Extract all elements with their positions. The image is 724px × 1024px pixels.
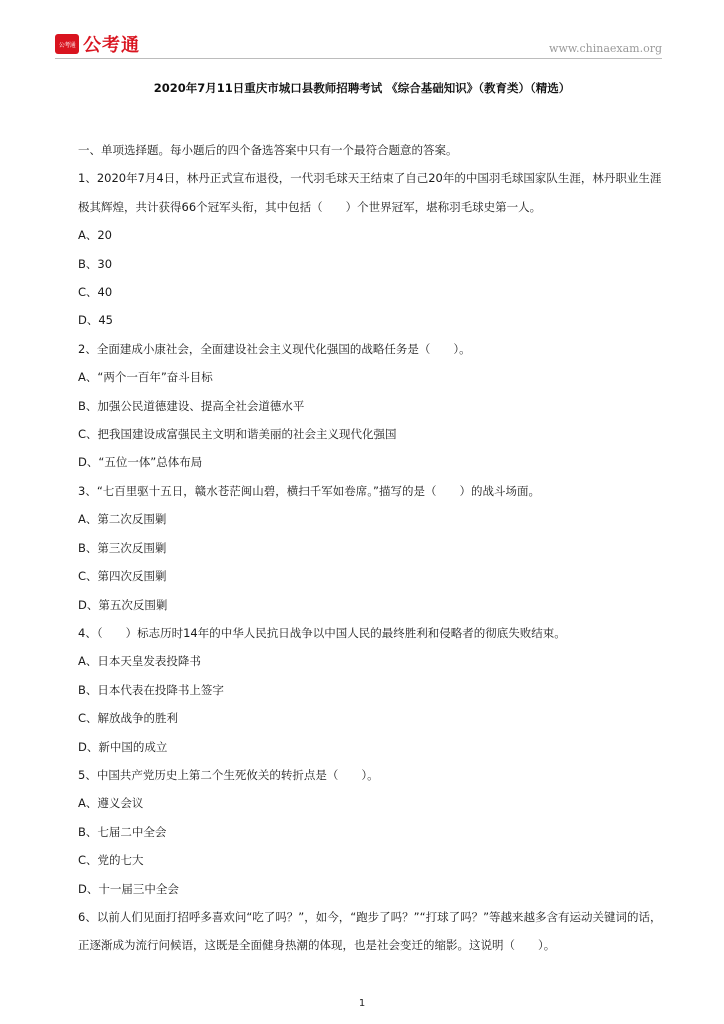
option: B、七届二中全会 — [78, 824, 167, 839]
document-body — [78, 136, 670, 960]
question-stem: 1、2020年7月4日，林丹正式宣布退役，一代羽毛球天王结束了自己20年的中国羽毛球国家队生涯，林丹职业生涯极其辉煌，共计获得66个冠军头衔，其中包括（ ）个世界冠军，堪称羽毛球史第一人。 — [78, 171, 662, 214]
section-heading: 一、单项选择题。每小题后的四个备选答案中只有一个最符合题意的答案。 — [78, 143, 458, 157]
option: D、“五位一体”总体布局 — [78, 455, 203, 470]
option: C、40 — [78, 285, 113, 300]
option: C、第四次反围剿 — [78, 569, 167, 584]
option: C、把我国建设成富强民主文明和谐美丽的社会主义现代化强国 — [78, 427, 397, 442]
option: B、日本代表在投降书上签字 — [78, 682, 224, 697]
page-number: 1 — [358, 998, 366, 1009]
option: D、第五次反围剿 — [78, 597, 168, 612]
option: D、45 — [78, 313, 113, 328]
option: B、第三次反围剿 — [78, 540, 167, 555]
option: C、党的七大 — [78, 853, 144, 868]
question-stem: 2、全面建成小康社会，全面建设社会主义现代化强国的战略任务是（ ）。 — [78, 341, 471, 356]
question-stem: 5、中国共产党历史上第二个生死攸关的转折点是（ ）。 — [78, 767, 379, 782]
option: C、解放战争的胜利 — [78, 711, 179, 726]
logo — [55, 33, 140, 55]
question-stem: 6、以前人们见面打招呼多喜欢问“吃了吗？”，如今，“跑步了吗？”“打球了吗？”等越来越多含有运动关键词的话，正逐渐成为流行问候语，这既是全面健身热潮的体现，也是社会变迁的缩影。这说明（ ）。 — [78, 909, 662, 953]
option: B、30 — [78, 256, 113, 271]
logo-text: 公考通 — [83, 35, 140, 56]
question-stem: 4、（ ）标志历时14年的中华人民抗日战争以中国人民的最终胜利和侵略者的彻底失败结束。 — [78, 625, 566, 640]
option: D、新中国的成立 — [78, 739, 168, 754]
option: B、加强公民道德建设、提高全社会道德水平 — [78, 398, 305, 413]
document-title: 2020年7月11日重庆市城口县教师招聘考试 《综合基础知识》（教育类）（精选） — [153, 81, 571, 95]
option: A、第二次反围剿 — [78, 512, 167, 527]
page-header — [0, 0, 724, 62]
logo-badge-icon: 公考通 — [55, 34, 79, 54]
site-url: www.chinaexam.org — [549, 42, 662, 55]
option: A、20 — [78, 228, 113, 243]
option: D、十一届三中全会 — [78, 881, 179, 896]
header-divider — [55, 58, 662, 59]
question-stem: 3、“七百里驱十五日，赣水苍茫闽山碧，横扫千军如卷席。”描写的是（ ）的战斗场面。 — [78, 483, 540, 498]
option: A、日本天皇发表投降书 — [78, 654, 201, 669]
option: A、“两个一百年”奋斗目标 — [78, 370, 213, 385]
option: A、遵义会议 — [78, 796, 144, 811]
